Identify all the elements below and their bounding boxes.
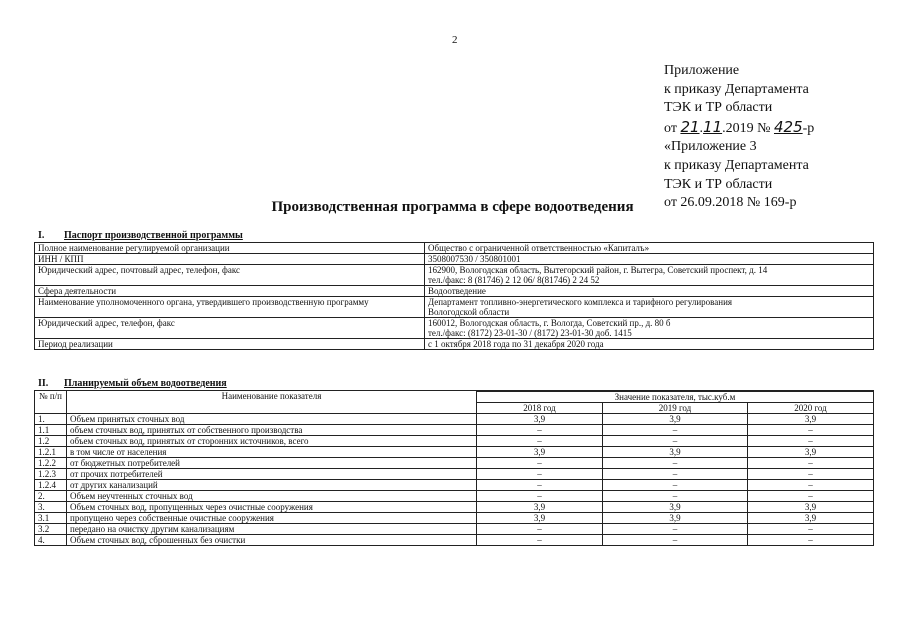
- row-value: 3,9: [603, 513, 748, 524]
- passport-value: [425, 243, 874, 254]
- appendix-date-year: .2019 №: [722, 120, 771, 136]
- row-value: –: [748, 535, 874, 546]
- col-header-year: 2018 год: [477, 403, 603, 414]
- row-value: 3,9: [603, 414, 748, 425]
- row-number: 1.2.3: [35, 469, 67, 480]
- row-value: –: [748, 491, 874, 502]
- row-number: 1.2.2: [35, 458, 67, 469]
- row-value: –: [603, 524, 748, 535]
- volume-row: [35, 491, 874, 502]
- row-value: 3,9: [477, 513, 603, 524]
- row-value: –: [603, 425, 748, 436]
- row-value: –: [477, 458, 603, 469]
- row-value: –: [603, 436, 748, 447]
- section1-number: I.: [38, 230, 45, 241]
- passport-value: [425, 286, 874, 297]
- passport-value-line: Департамент топливно-энергетического комплекса и тарифного регулирования: [428, 297, 733, 307]
- passport-value: [425, 265, 874, 286]
- row-indicator-name: от прочих потребителей: [67, 469, 477, 480]
- row-indicator-name: Объем принятых сточных вод: [67, 414, 477, 425]
- appendix-date-line: от 21.11.2019 № 425-р: [664, 117, 815, 136]
- col-header-number: № п/п: [35, 391, 67, 414]
- row-indicator-name: пропущено через собственные очистные сооружения: [67, 513, 477, 524]
- row-value: –: [603, 469, 748, 480]
- row-value: –: [477, 491, 603, 502]
- row-number: 1.2: [35, 436, 67, 447]
- passport-row: [35, 286, 874, 297]
- row-value: 3,9: [477, 414, 603, 425]
- volume-row: [35, 535, 874, 546]
- row-value: –: [477, 425, 603, 436]
- row-value: –: [477, 469, 603, 480]
- passport-value-line: Общество с ограниченной ответственностью «Капиталъ»: [428, 243, 650, 253]
- passport-value-line: Водоотведение: [428, 286, 486, 296]
- row-value: –: [603, 480, 748, 491]
- section2-title: Планируемый объем водоотведения: [64, 378, 227, 389]
- passport-row: [35, 339, 874, 350]
- passport-value-line: Вологодской области: [428, 307, 510, 317]
- row-value: –: [748, 436, 874, 447]
- passport-value-line: с 1 октября 2018 года по 31 декабря 2020 года: [428, 339, 604, 349]
- appendix-line: ТЭК и ТР области: [664, 100, 773, 116]
- row-number: 3.1: [35, 513, 67, 524]
- appendix-line: Приложение: [664, 63, 740, 78]
- passport-value-line: тел./факс: 8 (81746) 2 12 06/ 8(81746) 2 24 52: [428, 275, 600, 285]
- passport-value: [425, 339, 874, 350]
- row-number: 2.: [35, 491, 67, 502]
- volume-row: [35, 480, 874, 491]
- row-number: 4.: [35, 535, 67, 546]
- passport-value: [425, 318, 874, 339]
- volume-row: [35, 447, 874, 458]
- row-indicator-name: в том числе от населения: [67, 447, 477, 458]
- volume-row: [35, 469, 874, 480]
- appendix-line: ТЭК и ТР области: [664, 176, 773, 192]
- passport-row: [35, 318, 874, 339]
- passport-value: [425, 254, 874, 265]
- row-indicator-name: от других канализаций: [67, 480, 477, 491]
- passport-label: Период реализации: [35, 339, 425, 350]
- appendix-date-suffix: -р: [802, 120, 815, 136]
- passport-value-line: 160012, Вологодская область, г. Вологда, Советский пр., д. 80 б: [428, 318, 671, 328]
- volume-row: [35, 425, 874, 436]
- section2-number: II.: [38, 378, 49, 389]
- handwritten-month: 11: [703, 117, 723, 136]
- row-value: –: [748, 425, 874, 436]
- row-number: 3.: [35, 502, 67, 513]
- row-indicator-name: передано на очистку другим канализациям: [67, 524, 477, 535]
- appendix-line: от 26.09.2018 № 169-р: [664, 195, 797, 211]
- col-header-year: 2020 год: [748, 403, 874, 414]
- handwritten-day: 21: [680, 117, 700, 136]
- row-number: 1.: [35, 414, 67, 425]
- passport-row: [35, 265, 874, 286]
- row-value: –: [603, 458, 748, 469]
- row-value: –: [477, 524, 603, 535]
- row-value: –: [477, 480, 603, 491]
- row-value: –: [748, 480, 874, 491]
- volume-row: [35, 502, 874, 513]
- row-indicator-name: объем сточных вод, принятых от собственного производства: [67, 425, 477, 436]
- passport-value-line: 3508007530 / 350801001: [428, 254, 521, 264]
- row-value: 3,9: [603, 502, 748, 513]
- row-value: 3,9: [477, 447, 603, 458]
- volume-row: [35, 436, 874, 447]
- passport-row: [35, 297, 874, 318]
- appendix-date-prefix: от: [664, 120, 677, 136]
- passport-table: [34, 242, 874, 350]
- volume-row: [35, 414, 874, 425]
- row-number: 3.2: [35, 524, 67, 535]
- appendix-line: к приказу Департамента: [664, 157, 809, 173]
- appendix-line: к приказу Департамента: [664, 81, 809, 97]
- row-number: 1.2.4: [35, 480, 67, 491]
- row-indicator-name: Объем сточных вод, сброшенных без очистки: [67, 535, 477, 546]
- handwritten-order-number: 425: [773, 117, 803, 136]
- row-value: 3,9: [748, 513, 874, 524]
- appendix-line: «Приложение 3: [664, 139, 757, 155]
- volume-row: [35, 458, 874, 469]
- row-value: –: [748, 524, 874, 535]
- passport-value-line: тел./факс: (8172) 23-01-30 / (8172) 23-01-30 доб. 1415: [428, 328, 632, 338]
- row-value: –: [477, 535, 603, 546]
- passport-value: [425, 297, 874, 318]
- document-title: Производственная программа в сфере водоотведения: [271, 199, 634, 215]
- passport-label: ИНН / КПП: [35, 254, 425, 265]
- row-value: 3,9: [603, 447, 748, 458]
- row-value: 3,9: [748, 502, 874, 513]
- row-value: –: [603, 491, 748, 502]
- section2-heading: [38, 378, 227, 389]
- row-number: 1.2.1: [35, 447, 67, 458]
- row-value: 3,9: [748, 447, 874, 458]
- volume-row: [35, 524, 874, 535]
- row-indicator-name: от бюджетных потребителей: [67, 458, 477, 469]
- passport-label: Юридический адрес, почтовый адрес, телефон, факс: [35, 265, 425, 286]
- appendix-block: [664, 62, 814, 213]
- passport-label: Наименование уполномоченного органа, утвердившего производственную программу: [35, 297, 425, 318]
- row-value: 3,9: [748, 414, 874, 425]
- passport-row: [35, 254, 874, 265]
- section1-heading: [38, 230, 243, 241]
- row-indicator-name: объем сточных вод, принятых от сторонних источников, всего: [67, 436, 477, 447]
- passport-value-line: 162900, Вологодская область, Вытегорский район, г. Вытегра, Советский проспект, д. 14: [428, 265, 768, 275]
- col-header-name: Наименование показателя: [67, 391, 477, 414]
- row-indicator-name: Объем сточных вод, пропущенных через очистные сооружения: [67, 502, 477, 513]
- row-value: –: [748, 458, 874, 469]
- passport-label: Сфера деятельности: [35, 286, 425, 297]
- row-value: 3,9: [477, 502, 603, 513]
- row-indicator-name: Объем неучтенных сточных вод: [67, 491, 477, 502]
- passport-row: [35, 243, 874, 254]
- row-value: –: [477, 436, 603, 447]
- col-header-year: 2019 год: [603, 403, 748, 414]
- volume-row: [35, 513, 874, 524]
- volume-table: [34, 390, 874, 546]
- section1-title: Паспорт производственной программы: [64, 230, 243, 241]
- row-value: –: [603, 535, 748, 546]
- passport-label: Полное наименование регулируемой организации: [35, 243, 425, 254]
- row-number: 1.1: [35, 425, 67, 436]
- col-header-values: Значение показателя, тыс.куб.м: [477, 392, 874, 403]
- row-value: –: [748, 469, 874, 480]
- page-number: 2: [452, 34, 458, 46]
- passport-label: Юридический адрес, телефон, факс: [35, 318, 425, 339]
